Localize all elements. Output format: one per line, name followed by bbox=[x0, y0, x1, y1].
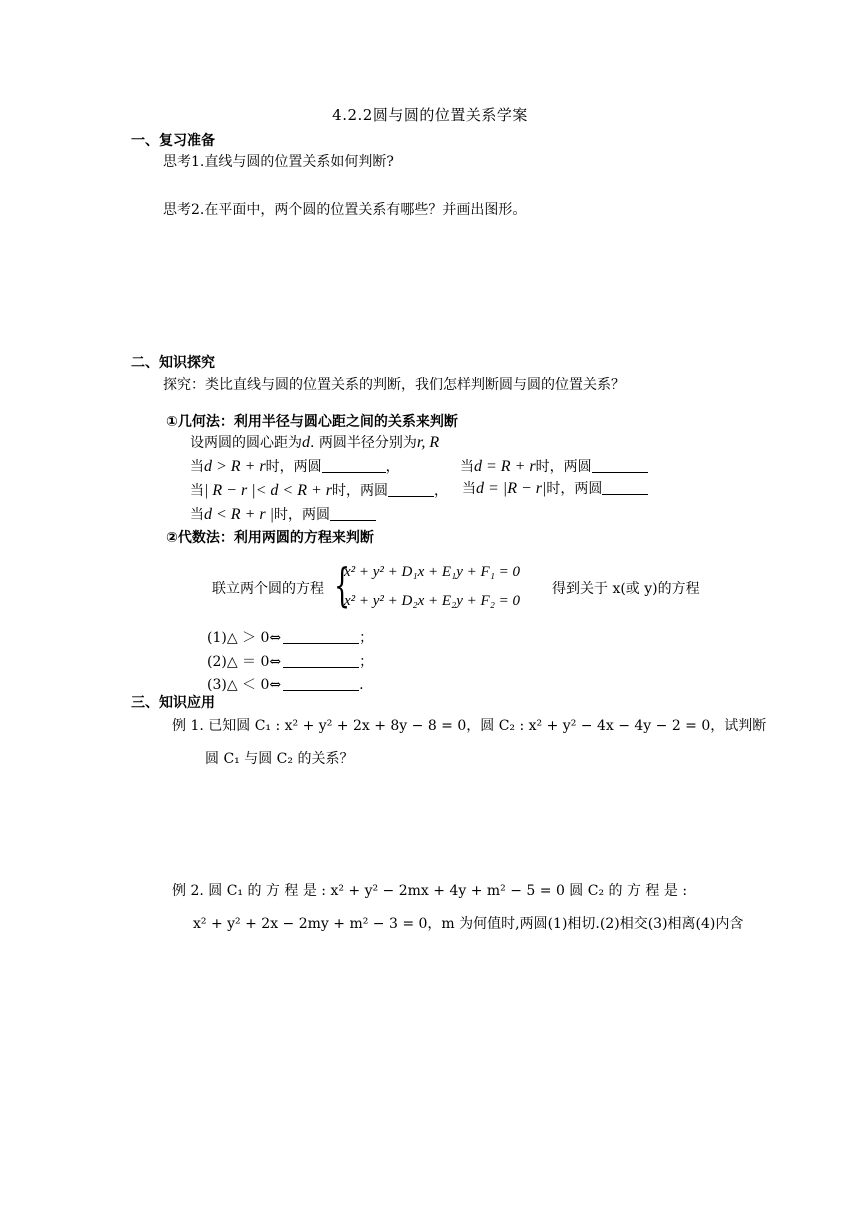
explore-question: 探究：类比直线与圆的位置关系的判断，我们怎样判断圆与圆的位置关系？ bbox=[163, 377, 625, 393]
discriminant-case-1 bbox=[207, 627, 373, 647]
case-label: (2)△ ＝ 0⇔ bbox=[207, 654, 282, 670]
discriminant-case-3 bbox=[207, 674, 364, 694]
algebraic-method-heading: ②代数法：利用两圆的方程来判断 bbox=[166, 530, 374, 546]
cond-formula: d = |R − r| bbox=[476, 480, 547, 497]
case-label: (1)△ ＞ 0⇔ bbox=[207, 630, 282, 646]
answer-blank[interactable] bbox=[602, 480, 648, 495]
setup-mid: . 两圆半径分别为 bbox=[310, 435, 417, 451]
answer-blank[interactable] bbox=[283, 629, 359, 644]
answer-blank[interactable] bbox=[592, 458, 648, 473]
system-equation-2: x² + y² + D₂x + E₂y + F₂ = 0 bbox=[344, 593, 521, 609]
cond-post: 时，两圆 bbox=[546, 481, 603, 497]
condition-internal-tangent bbox=[462, 478, 648, 498]
case-label: (3)△ ＜ 0⇔ bbox=[207, 677, 282, 693]
discriminant-case-2 bbox=[207, 651, 373, 671]
setup-radii: r, R bbox=[416, 434, 440, 451]
cond-tail: ， bbox=[433, 483, 448, 499]
cond-formula: d > R + r bbox=[204, 458, 266, 475]
case-end: . bbox=[359, 677, 364, 693]
cond-pre: 当 bbox=[190, 483, 204, 499]
review-question-2: 思考2.在平面中，两个圆的位置关系有哪些？并画出图形。 bbox=[163, 202, 527, 218]
condition-intersect bbox=[190, 480, 448, 500]
case-end: ； bbox=[359, 654, 374, 670]
example-2-line-2: x² + y² + 2x − 2my + m² − 3 = 0，m 为何值时,两圆(1)相切.(2)相交(3)相离(4)内含 bbox=[193, 916, 744, 932]
review-question-1: 思考1.直线与圆的位置关系如何判断? bbox=[163, 154, 394, 170]
condition-external-tangent bbox=[460, 456, 648, 476]
cond-formula: | R − r |< d < R + r bbox=[204, 482, 332, 499]
cond-pre: 当 bbox=[460, 459, 474, 475]
system-brace: { bbox=[334, 558, 351, 612]
page-title: 4.2.2圆与圆的位置关系学案 bbox=[332, 106, 528, 124]
system-intro: 联立两个圆的方程 bbox=[212, 581, 324, 597]
setup-d: d bbox=[302, 434, 310, 451]
cond-formula: d = R + r bbox=[474, 458, 536, 475]
system-result: 得到关于 x(或 y)的方程 bbox=[552, 581, 700, 597]
case-end: ； bbox=[359, 630, 374, 646]
geometric-method-heading: ①几何法：利用半径与圆心距之间的关系来判断 bbox=[166, 414, 458, 430]
cond-post: 时，两圆 bbox=[331, 483, 388, 499]
example-1-line-1: 例 1. 已知圆 C₁ : x² + y² + 2x + 8y − 8 = 0，圆 C₂ : x² + y² − 4x − 4y − 2 = 0，试判断 bbox=[172, 718, 767, 734]
geometric-setup bbox=[190, 432, 439, 452]
cond-pre: 当 bbox=[190, 507, 204, 523]
section-heading-explore: 二、知识探究 bbox=[131, 355, 215, 371]
answer-blank[interactable] bbox=[388, 482, 434, 497]
system-equation-1: x² + y² + D₁x + E₁y + F₁ = 0 bbox=[344, 564, 521, 580]
answer-blank[interactable] bbox=[283, 653, 359, 668]
cond-pre: 当 bbox=[190, 459, 204, 475]
cond-post: 时，两圆 bbox=[535, 459, 592, 475]
setup-text: 设两圆的圆心距为 bbox=[190, 435, 302, 451]
section-heading-review: 一、复习准备 bbox=[131, 133, 215, 149]
answer-blank[interactable] bbox=[330, 506, 376, 521]
condition-separate bbox=[190, 456, 400, 476]
answer-blank[interactable] bbox=[322, 458, 386, 473]
condition-contain bbox=[190, 504, 376, 524]
answer-blank[interactable] bbox=[283, 676, 359, 691]
cond-post: 时，两圆 bbox=[274, 507, 330, 523]
example-1-line-2: 圆 C₁ 与圆 C₂ 的关系？ bbox=[205, 751, 354, 767]
cond-formula: d < R + r | bbox=[204, 506, 274, 523]
cond-pre: 当 bbox=[462, 481, 476, 497]
section-heading-application: 三、知识应用 bbox=[131, 695, 215, 711]
cond-tail: ， bbox=[385, 459, 400, 475]
example-2-line-1: 例 2. 圆 C₁ 的 方 程 是 : x² + y² − 2mx + 4y + m² − 5 = 0 圆 C₂ 的 方 程 是 : bbox=[172, 883, 688, 899]
cond-post: 时，两圆 bbox=[265, 459, 322, 475]
